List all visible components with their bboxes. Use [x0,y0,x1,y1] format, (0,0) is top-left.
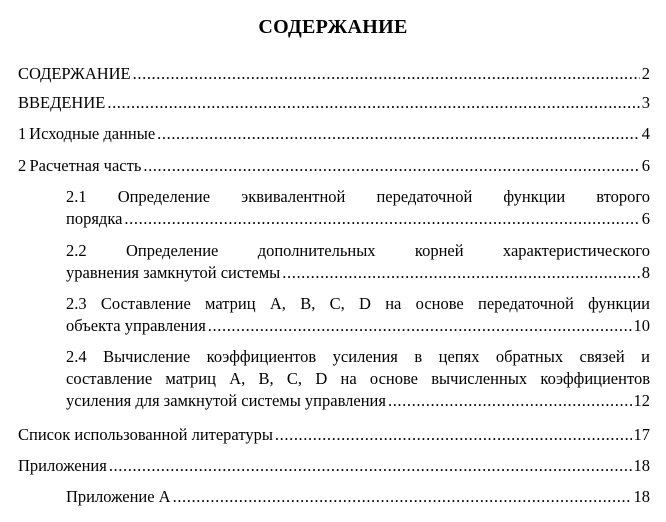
toc-entry-text: Определение дополнительных корней характеристического [125,241,650,260]
toc-entry-initial-data[interactable] [18,123,650,145]
toc-leader-dots [388,390,632,412]
toc-entry-line [66,293,650,315]
toc-leader-dots [109,455,632,477]
toc-entry-2-2[interactable] [66,240,650,284]
toc-page-number: 12 [633,391,650,410]
toc-entry-text: ВВЕДЕНИЕ [18,93,106,112]
toc-page-number: 17 [633,425,650,444]
toc-section-number: 2.1 [66,187,87,206]
toc-section-number: 2.4 [66,347,87,366]
toc-page-number: 6 [641,156,650,175]
toc-entry-calculation[interactable] [18,155,650,177]
toc-page-number: 10 [633,316,650,335]
toc-entry-line [66,240,650,262]
toc-entry-2-4[interactable] [66,346,650,412]
toc-entry-text: Исходные данные [29,124,156,143]
toc-leader-dots [275,424,632,446]
toc-entry-text: объекта управления [66,316,206,335]
toc-entry-text: Список использованной литературы [18,425,273,444]
toc-leader-dots [157,123,640,145]
toc-entry-appendix-a[interactable] [66,486,650,508]
page-title: СОДЕРЖАНИЕ [258,16,408,38]
toc-leader-dots [208,315,632,337]
toc-leader-dots [133,63,640,85]
toc-entry-contents[interactable] [18,63,650,85]
toc-section-number: 2.2 [66,241,87,260]
toc-page-number: 6 [641,209,650,228]
toc-entry-text: усиления для замкнутой системы управления [66,391,386,410]
toc-entry-text: Вычисление коэффициентов усиления в цепях обратных связей и [103,347,650,366]
toc-entry-text: порядка [66,209,123,228]
toc-entry-text: составление матриц A, B, C, D на основе вычисленных коэффициентов [66,369,650,388]
toc-entry-text: Приложение А [66,487,171,506]
toc-entry-text: уравнения замкнутой системы [66,263,281,282]
toc-entry-2-1[interactable] [66,186,650,230]
toc-leader-dots [124,208,639,230]
toc-page-number: 4 [641,124,650,143]
toc-entry-references[interactable] [18,424,650,446]
toc-entry-text: Приложения [18,456,107,475]
toc-leader-dots [143,155,639,177]
toc-entry-text: СОДЕРЖАНИЕ [18,64,131,83]
toc-section-number: 2.3 [66,294,87,313]
toc-leader-dots [173,486,632,508]
toc-section-number: 1 [18,124,27,143]
toc-entry-line [66,346,650,368]
toc-entry-text: Определение эквивалентной передаточной функции второго [117,187,650,206]
toc-leader-dots [107,92,639,114]
toc-page-number: 2 [641,64,650,83]
toc-entry-line [66,368,650,390]
toc-page-number: 18 [633,456,650,475]
toc-entry-text: Составление матриц A, B, C, D на основе передаточной функции [100,294,650,313]
toc-entry-text: Расчетная часть [29,156,142,175]
toc-entry-introduction[interactable] [18,92,650,114]
toc-entry-appendices[interactable] [18,455,650,477]
toc-section-number: 2 [18,156,27,175]
toc-entry-line [66,186,650,208]
toc-page-number: 3 [641,93,650,112]
toc-page-number: 18 [633,487,650,506]
toc-leader-dots [282,262,639,284]
toc-page-number: 8 [641,263,650,282]
toc-entry-2-3[interactable] [66,293,650,337]
